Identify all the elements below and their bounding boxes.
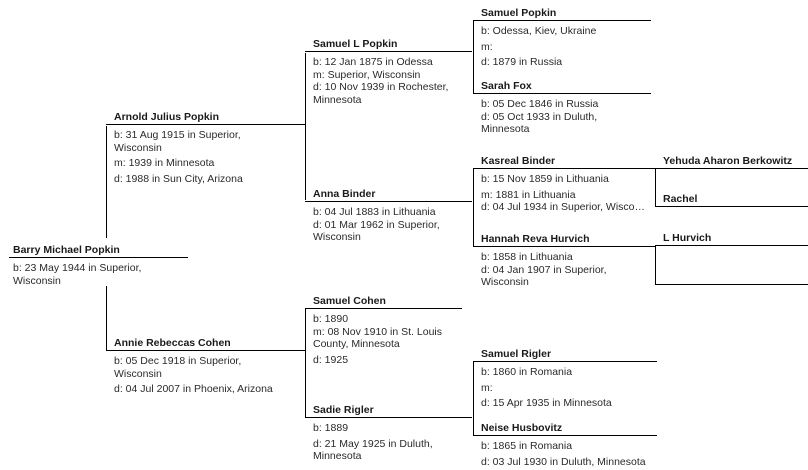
death-line-2: Minnesota bbox=[313, 93, 362, 106]
person-name: Samuel Cohen bbox=[313, 295, 386, 307]
death-line-1: d: 01 Mar 1962 in Superior, bbox=[313, 218, 440, 231]
person-details bbox=[313, 56, 473, 106]
person-name: Samuel Popkin bbox=[481, 7, 557, 19]
person-details bbox=[13, 262, 188, 287]
person-yehuda-aharon-berkowitz[interactable] bbox=[663, 155, 808, 168]
person-name: Hannah Reva Hurvich bbox=[481, 233, 590, 245]
birth-line-1: b: 31 Aug 1915 in Superior, bbox=[114, 129, 241, 141]
person-name: Sarah Fox bbox=[481, 80, 532, 92]
marriage-line: m: bbox=[481, 40, 493, 53]
person-samuel-popkin[interactable] bbox=[481, 7, 651, 69]
death-line: d: 15 Apr 1935 in Minnesota bbox=[481, 397, 612, 409]
person-name: Neise Husbovitz bbox=[481, 422, 563, 434]
person-details bbox=[313, 422, 473, 463]
birth-line-1: b: 05 Dec 1918 in Superior, bbox=[114, 355, 242, 367]
person-details bbox=[114, 355, 304, 396]
person-l-hurvich[interactable] bbox=[663, 232, 808, 245]
person-details bbox=[114, 129, 304, 185]
person-annie-rebeccas-cohen[interactable] bbox=[114, 337, 304, 396]
person-kasreal-binder[interactable] bbox=[481, 155, 654, 214]
person-name: Yehuda Aharon Berkowitz bbox=[663, 155, 793, 167]
death-line-1: d: 21 May 1925 in Duluth, bbox=[313, 437, 433, 450]
birth-line: b: 1889 bbox=[313, 422, 349, 434]
person-barry-michael-popkin[interactable] bbox=[13, 244, 188, 287]
person-details bbox=[481, 366, 657, 410]
person-name: L Hurvich bbox=[663, 232, 712, 244]
person-name: Sadie Rigler bbox=[313, 404, 374, 416]
person-details bbox=[481, 173, 654, 214]
birth-line: b: 1890 bbox=[313, 313, 349, 325]
marriage-line-2: County, Minnesota bbox=[313, 338, 400, 350]
birth-line: b: 1860 in Romania bbox=[481, 366, 573, 378]
person-name: Samuel Rigler bbox=[481, 348, 552, 360]
birth-line: b: 04 Jul 1883 in Lithuania bbox=[313, 206, 436, 218]
marriage-line: m: 1939 in Minnesota bbox=[114, 157, 215, 169]
person-sadie-rigler[interactable] bbox=[313, 404, 473, 463]
birth-line: b: 05 Dec 1846 in Russia bbox=[481, 98, 599, 110]
birth-line-2: Wisconsin bbox=[114, 141, 162, 154]
death-line: d: 1988 in Sun City, Arizona bbox=[114, 172, 243, 185]
person-details bbox=[481, 440, 657, 468]
person-details bbox=[481, 25, 651, 69]
person-arnold-julius-popkin[interactable] bbox=[114, 111, 304, 185]
person-name: Annie Rebeccas Cohen bbox=[114, 337, 231, 349]
death-line: d: 1925 bbox=[313, 353, 349, 366]
death-line-1: d: 10 Nov 1939 in Rochester, bbox=[313, 81, 449, 93]
death-line-2: Minnesota bbox=[481, 123, 530, 135]
person-name: Samuel L Popkin bbox=[313, 38, 398, 50]
marriage-line: m: bbox=[481, 381, 493, 394]
person-details bbox=[481, 98, 651, 136]
person-name: Anna Binder bbox=[313, 188, 376, 200]
marriage-line: m: Superior, Wisconsin bbox=[313, 68, 421, 81]
person-name: Kasreal Binder bbox=[481, 155, 556, 167]
birth-line: b: 12 Jan 1875 in Odessa bbox=[313, 56, 433, 68]
person-hannah-reva-hurvich[interactable] bbox=[481, 233, 651, 289]
death-line-1: d: 04 Jan 1907 in Superior, bbox=[481, 263, 607, 276]
marriage-line: m: 1881 in Lithuania bbox=[481, 188, 576, 201]
death-line-1: d: 05 Oct 1933 in Duluth, bbox=[481, 110, 598, 123]
person-samuel-l-popkin[interactable] bbox=[313, 38, 473, 106]
person-name: Rachel bbox=[663, 193, 698, 205]
death-line-2: Minnesota bbox=[313, 450, 362, 462]
death-line-2: Wisconsin bbox=[313, 231, 361, 243]
death-line: d: 03 Jul 1930 in Duluth, Minnesota bbox=[481, 455, 646, 468]
birth-line-1: b: 23 May 1944 in Superior, bbox=[13, 262, 142, 274]
person-name: Arnold Julius Popkin bbox=[114, 111, 220, 123]
death-line: d: 1879 in Russia bbox=[481, 56, 563, 68]
birth-line: b: Odessa, Kiev, Ukraine bbox=[481, 25, 597, 37]
death-line: d: 04 Jul 1934 in Superior, Wisco… bbox=[481, 201, 646, 213]
person-sarah-fox[interactable] bbox=[481, 80, 651, 136]
birth-line-2: Wisconsin bbox=[13, 274, 61, 287]
death-line-2: Wisconsin bbox=[481, 276, 529, 288]
person-details bbox=[313, 206, 473, 244]
birth-line-2: Wisconsin bbox=[114, 367, 162, 380]
person-anna-binder[interactable] bbox=[313, 188, 473, 244]
person-neise-husbovitz[interactable] bbox=[481, 422, 657, 468]
person-samuel-cohen[interactable] bbox=[313, 295, 465, 366]
person-details bbox=[313, 313, 465, 366]
marriage-line-1: m: 08 Nov 1910 in St. Louis bbox=[313, 325, 442, 338]
death-line: d: 04 Jul 2007 in Phoenix, Arizona bbox=[114, 383, 273, 395]
person-details bbox=[481, 251, 651, 289]
person-name: Barry Michael Popkin bbox=[13, 244, 120, 256]
birth-line: b: 15 Nov 1859 in Lithuania bbox=[481, 173, 609, 185]
person-samuel-rigler[interactable] bbox=[481, 348, 657, 410]
birth-line: b: 1858 in Lithuania bbox=[481, 251, 573, 263]
person-rachel[interactable] bbox=[663, 193, 808, 206]
birth-line: b: 1865 in Romania bbox=[481, 440, 573, 452]
